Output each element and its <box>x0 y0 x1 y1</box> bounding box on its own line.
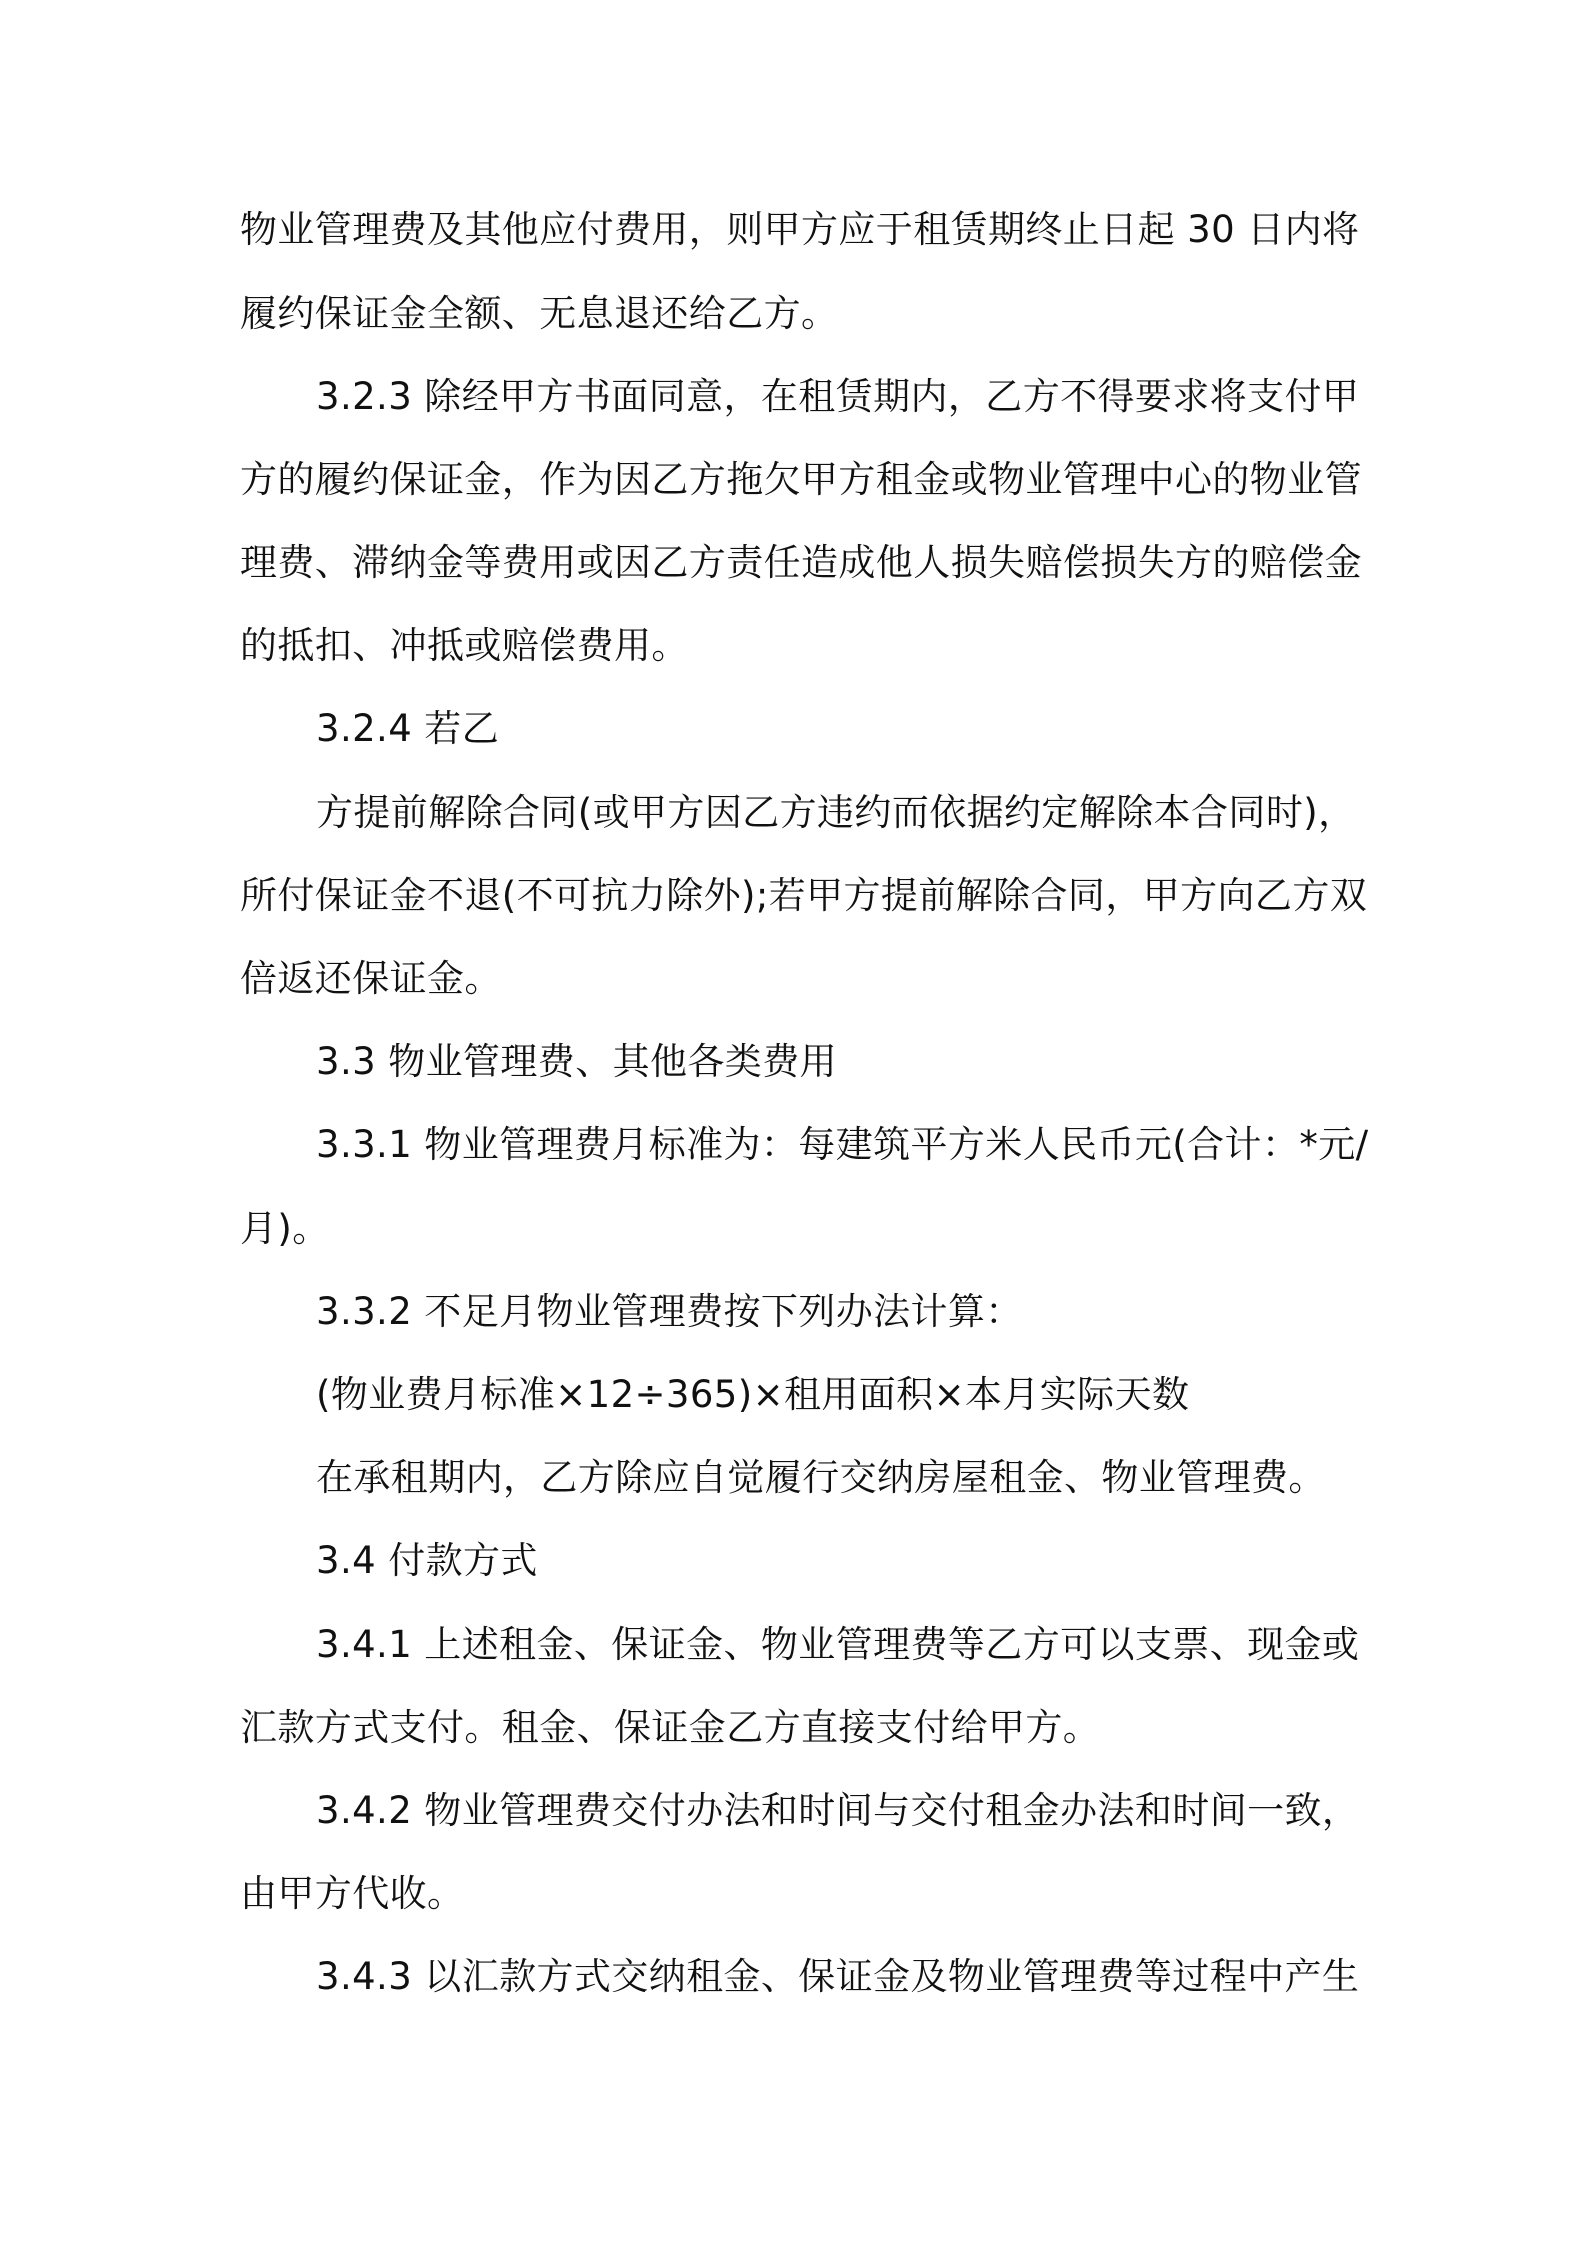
text-line: 物业管理费及其他应付费用，则甲方应于租赁期终止日起 30 日内将 <box>240 208 1360 251</box>
text-line: 3.2.4 若乙 <box>316 707 500 750</box>
text-line: 3.3.1 物业管理费月标准为：每建筑平方米人民币元(合计：*元/ <box>316 1123 1369 1166</box>
text-line: 3.3 物业管理费、其他各类费用 <box>316 1040 838 1083</box>
text-line: 方的履约保证金，作为因乙方拖欠甲方租金或物业管理中心的物业管 <box>240 458 1362 501</box>
text-line: 汇款方式支付。租金、保证金乙方直接支付给甲方。 <box>240 1706 1101 1749</box>
text-line: 由甲方代收。 <box>240 1872 465 1915</box>
text-line: 3.4.3 以汇款方式交纳租金、保证金及物业管理费等过程中产生 <box>316 1955 1360 1998</box>
text-line: 所付保证金不退(不可抗力除外);若甲方提前解除合同，甲方向乙方双 <box>240 874 1368 917</box>
text-line: 3.4 付款方式 <box>316 1539 538 1582</box>
text-line: 在承租期内，乙方除应自觉履行交纳房屋租金、物业管理费。 <box>316 1456 1326 1499</box>
text-line: 履约保证金全额、无息退还给乙方。 <box>240 292 839 335</box>
text-line: 的抵扣、冲抵或赔偿费用。 <box>240 624 689 667</box>
text-line: 3.3.2 不足月物业管理费按下列办法计算： <box>316 1290 1023 1333</box>
text-line: 方提前解除合同(或甲方因乙方违约而依据约定解除本合同时)， <box>316 791 1356 834</box>
text-line: 倍返还保证金。 <box>240 957 502 1000</box>
text-line: 理费、滞纳金等费用或因乙方责任造成他人损失赔偿损失方的赔偿金 <box>240 541 1362 584</box>
text-line: 月)。 <box>240 1207 330 1250</box>
text-line: 3.4.2 物业管理费交付办法和时间与交付租金办法和时间一致， <box>316 1789 1360 1832</box>
text-line: 3.2.3 除经甲方书面同意，在租赁期内，乙方不得要求将支付甲 <box>316 375 1360 418</box>
text-line: 3.4.1 上述租金、保证金、物业管理费等乙方可以支票、现金或 <box>316 1623 1360 1666</box>
text-line: (物业费月标准×12÷365)×租用面积×本月实际天数 <box>316 1373 1190 1416</box>
